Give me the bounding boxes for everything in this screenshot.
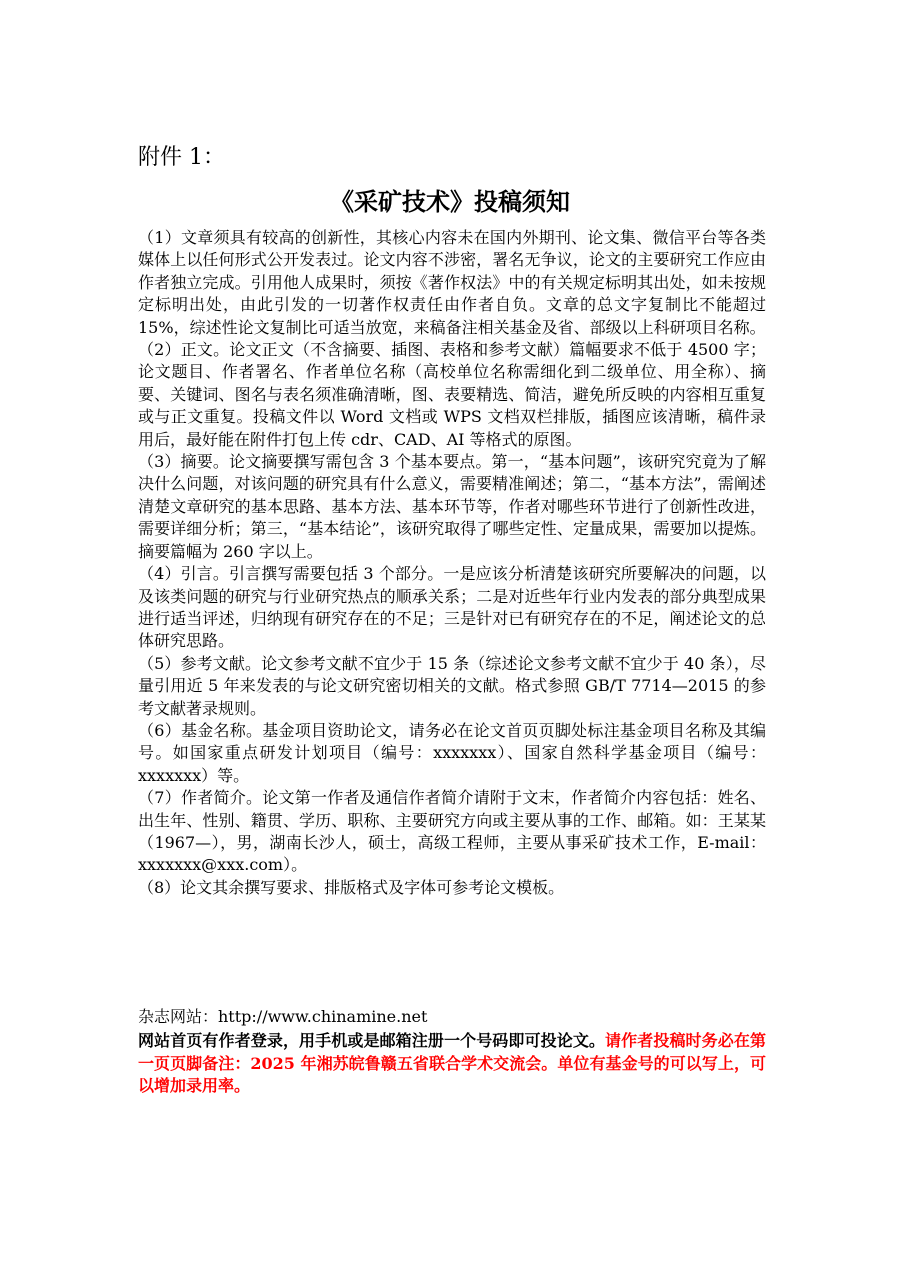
notice-highlight-text: 请作者投稿时务必在第一页页脚备注：2025 年湘苏皖鲁赣五省联合学术交流会。单位有基金号的可以写上，可以增加录用率。 — [138, 1031, 766, 1096]
notice-login-text: 网站首页有作者登录，用手机或是邮箱注册一个号码即可投论文。 — [138, 1031, 606, 1050]
document-title: 《采矿技术》投稿须知 — [330, 187, 570, 216]
guideline-item-funding: （6）基金名称。基金项目资助论文，请务必在论文首页页脚处标注基金项目名称及其编号。如国家重点研发计划项目（编号：xxxxxxx）、国家自然科学基金项目（编号：xxxxxxx）等。 — [138, 720, 766, 785]
guideline-item-references: （5）参考文献。论文参考文献不宜少于 15 条（综述论文参考文献不宜少于 40 条），尽量引用近 5 年来发表的与论文研究密切相关的文献。格式参照 GB/T 7714—2015 的参考文献著录规则。 — [138, 653, 766, 718]
guideline-item-originality: （1）文章须具有较高的创新性，其核心内容未在国内外期刊、论文集、微信平台等各类媒体上以任何形式公开发表过。论文内容不涉密，署名无争议，论文的主要研究工作应由作者独立完成。引用他人成果时，须按《著作权法》中的有关规定标明其出处，如未按规定标明出处，由此引发的一切著作权责任由作者自负。文章的总文字复制比不能超过 15%，综述性论文复制比可适当放宽，来稿备注相关基金及省、部级以上科研项目名称。 — [138, 228, 766, 337]
submission-notice — [138, 1030, 766, 1098]
attachment-label: 附件 1： — [138, 145, 225, 170]
journal-website: 杂志网站：http://www.chinamine.net — [138, 1007, 428, 1026]
guideline-item-body-text: （2）正文。论文正文（不含摘要、插图、表格和参考文献）篇幅要求不低于 4500 字；论文题目、作者署名、作者单位名称（高校单位名称需细化到二级单位、用全称）、摘要、关键词、图名与表名须准确清晰，图、表要精选、简洁，避免所反映的内容相互重复或与正文重复。投稿文件以 Word 文档或 WPS 文档双栏排版，插图应该清晰，稿件录用后，最好能在附件打包上传 cdr、CAD、AI 等格式的原图。 — [138, 340, 766, 449]
guideline-item-template: （8）论文其余撰写要求、排版格式及字体可参考论文模板。 — [138, 877, 565, 897]
guideline-item-author-bio: （7）作者简介。论文第一作者及通信作者简介请附于文末，作者简介内容包括：姓名、出生年、性别、籍贯、学历、职称、主要研究方向或主要从事的工作、邮箱。如：王某某（1967—），男，湖南长沙人，硕士，高级工程师，主要从事采矿技术工作，E-mail：xxxxxxx@xxx.com）。 — [138, 788, 766, 875]
guideline-item-introduction: （4）引言。引言撰写需要包括 3 个部分。一是应该分析清楚该研究所要解决的问题，以及该类问题的研究与行业研究热点的顺承关系；二是对近些年行业内发表的部分典型成果进行适当评述，归纳现有研究存在的不足；三是针对已有研究存在的不足，阐述论文的总体研究思路。 — [138, 564, 766, 651]
guideline-item-abstract: （3）摘要。论文摘要撰写需包含 3 个基本要点。第一，“基本问题”，该研究究竟为了解决什么问题，对该问题的研究具有什么意义，需要精准阐述；第二，“基本方法”，需阐述清楚文章研究的基本思路、基本方法、基本环节等，作者对哪些环节进行了创新性改进，需要详细分析；第三，“基本结论”，该研究取得了哪些定性、定量成果，需要加以提炼。摘要篇幅为 260 字以上。 — [138, 452, 766, 561]
guidelines-list — [138, 227, 766, 899]
